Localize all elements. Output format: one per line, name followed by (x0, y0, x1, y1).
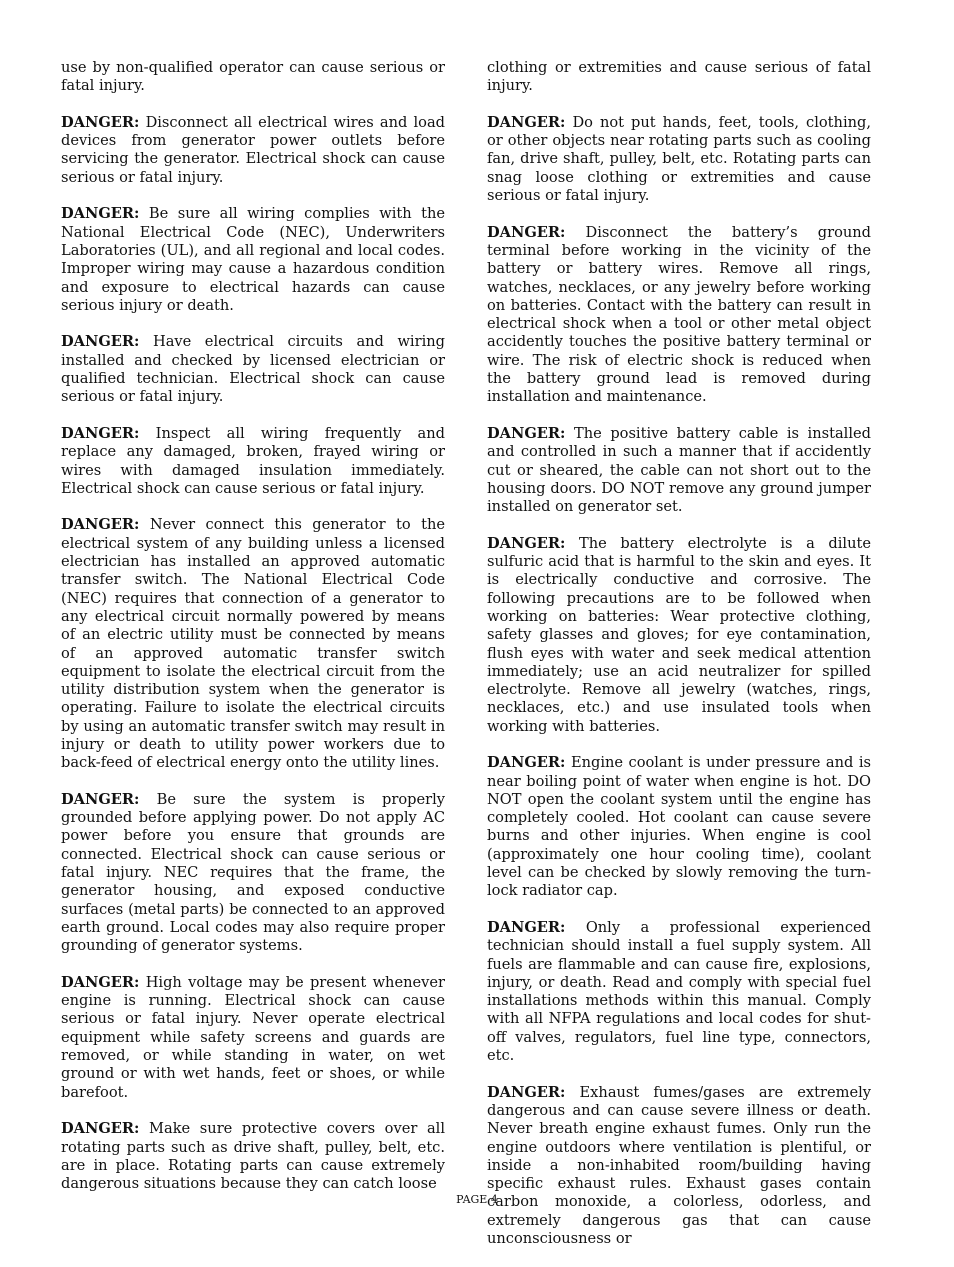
page-number: PAGE 4 (456, 1193, 498, 1206)
left-column (61, 59, 445, 1212)
danger-label: DANGER: (61, 424, 140, 442)
right-intro-paragraph: clothing or extremities and cause serious of fatal injury. (487, 59, 871, 95)
danger-text: Have electrical circuits and wiring installed and checked by licensed electrician or qualified technician. Electrical shock can cause serious or fatal injury. (61, 333, 445, 406)
danger-paragraph (487, 919, 871, 1065)
danger-text: The positive battery cable is installed and controlled in such a manner that if accidently cut or sheared, the cable can not short out to the housing doors. DO NOT remove any ground jumper installed on generator set. (487, 424, 871, 516)
danger-label: DANGER: (61, 516, 140, 534)
danger-label: DANGER: (61, 113, 140, 131)
danger-paragraph (61, 1120, 445, 1193)
danger-text: Disconnect all electrical wires and load devices from generator power outlets before servicing the generator. Electrical shock can cause serious or fatal injury. (61, 113, 445, 186)
danger-paragraph (61, 425, 445, 498)
danger-paragraph (61, 974, 445, 1102)
danger-text: High voltage may be present whenever engine is running. Electrical shock can cause serious or fatal injury. Never operate electrical equipment while safety screens and guards are removed, or while standing in water, on wet ground or with wet hands, feet or shoes, or while barefoot. (61, 973, 445, 1101)
left-intro-paragraph: use by non-qualified operator can cause serious or fatal injury. (61, 59, 445, 95)
danger-label: DANGER: (61, 333, 140, 351)
danger-label: DANGER: (61, 1120, 140, 1138)
danger-paragraph (487, 425, 871, 516)
danger-label: DANGER: (487, 754, 566, 772)
danger-text: Engine coolant is under pressure and is near boiling point of water when engine is hot. DO NOT open the coolant system until the engine has completely cooled. Hot coolant can cause severe burns and other injuries. When engine is cool (approximately one hour cooling time), coolant level can be checked by slowly removing the turn-lock radiator cap. (487, 754, 871, 900)
right-column (487, 59, 871, 1267)
danger-label: DANGER: (61, 973, 140, 991)
danger-text: Do not put hands, feet, tools, clothing, or other objects near rotating parts such as cooling fan, drive shaft, pulley, belt, etc. Rotating parts can snag loose clothing or extremities and cause serious or fatal injury. (487, 113, 871, 205)
danger-paragraph (487, 754, 871, 900)
danger-paragraph (61, 333, 445, 406)
danger-paragraph (487, 114, 871, 205)
danger-label: DANGER: (487, 918, 566, 936)
danger-label: DANGER: (61, 205, 140, 223)
danger-label: DANGER: (487, 1083, 566, 1101)
danger-text: Make sure protective covers over all rotating parts such as drive shaft, pulley, belt, etc. are in place. Rotating parts can cause extremely dangerous situations because they can catch loose (61, 1120, 445, 1193)
danger-paragraph (61, 114, 445, 187)
danger-label: DANGER: (487, 424, 566, 442)
danger-text: Be sure all wiring complies with the National Electrical Code (NEC), Underwriters Laboratories (UL), and all regional and local codes. Improper wiring may cause a hazardous condition and exposure to electrical hazards can cause serious injury or death. (61, 205, 445, 314)
danger-text: Exhaust fumes/gases are extremely dangerous and can cause severe illness or death. Never breath engine exhaust fumes. Only run the engine outdoors where ventilation is plentiful, or inside a non-inhabited room/building having specific exhaust rules. Exhaust gases contain carbon monoxide, a colorless, odorless, and extremely dangerous gas that can cause unconsciousness or (487, 1083, 871, 1247)
danger-label: DANGER: (487, 223, 566, 241)
danger-paragraph (487, 535, 871, 736)
danger-text: Be sure the system is properly grounded before applying power. Do not apply AC power before you ensure that grounds are connected. Electrical shock can cause serious or fatal injury. NEC requires that the frame, the generator housing, and exposed conductive surfaces (metal parts) be connected to an approved earth ground. Local codes may also require proper grounding of generator systems. (61, 790, 445, 955)
danger-paragraph (487, 1084, 871, 1249)
danger-paragraph (61, 516, 445, 772)
danger-text: Disconnect the battery’s ground terminal before working in the vicinity of the battery or battery wires. Remove all rings, watches, necklaces, or any jewelry before working on batteries. Contact with the battery can result in electrical shock when a tool or other metal object accidently touches the positive battery terminal or wire. The risk of electric shock is reduced when the battery ground lead is removed during installation and maintenance. (487, 223, 871, 406)
danger-paragraph (487, 224, 871, 407)
danger-text: Inspect all wiring frequently and replace any damaged, broken, frayed wiring or wires with damaged insulation immediately. Electrical shock can cause serious or fatal injury. (61, 424, 445, 497)
danger-label: DANGER: (61, 790, 140, 808)
danger-text: Never connect this generator to the electrical system of any building unless a licensed electrician has installed an approved automatic transfer switch. The National Electrical Code (NEC) requires that connection of a generator to any electrical circuit normally powered by means of an electric utility must be connected by means of an approved automatic transfer switch equipment to isolate the electrical circuit from the utility distribution system when the generator is operating. Failure to isolate the electrical circuits by using an automatic transfer switch may result in injury or death to utility power workers due to back-feed of electrical energy onto the utility lines. (61, 516, 445, 772)
danger-paragraph (61, 205, 445, 315)
danger-paragraph (61, 791, 445, 956)
danger-label: DANGER: (487, 113, 566, 131)
danger-text: Only a professional experienced technician should install a fuel supply system. All fuels are flammable and can cause fire, explosions, injury, or death. Read and comply with special fuel installations methods within this manual. Comply with all NFPA regulations and local codes for shut-off valves, regulators, fuel line type, connectors, etc. (487, 918, 871, 1065)
danger-text: The battery electrolyte is a dilute sulfuric acid that is harmful to the skin and eyes. It is electrically conductive and corrosive. The following precautions are to be followed when working on batteries: Wear protective clothing, safety glasses and gloves; for eye contamination, flush eyes with water and seek medical attention immediately; use an acid neutralizer for spilled electrolyte. Remove all jewelry (watches, rings, necklaces, etc.) and use insulated tools when working with batteries. (487, 534, 871, 735)
danger-label: DANGER: (487, 534, 566, 552)
